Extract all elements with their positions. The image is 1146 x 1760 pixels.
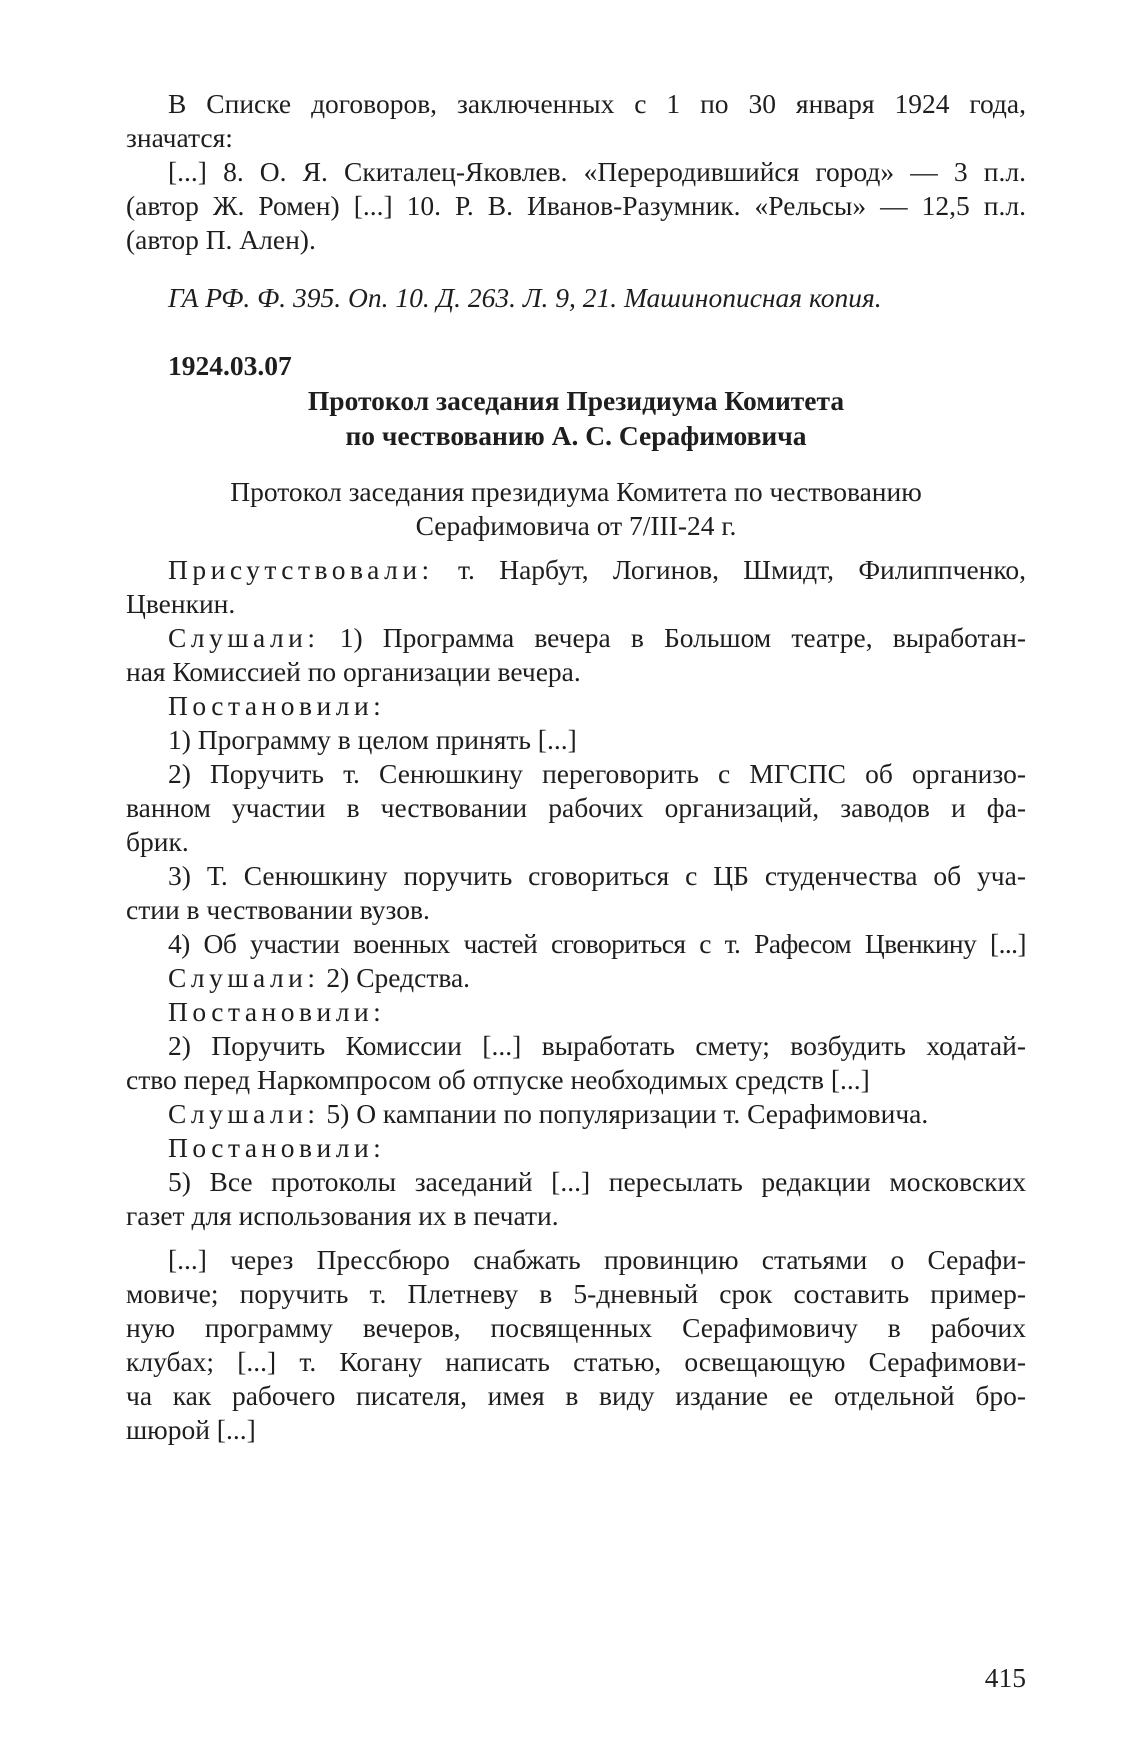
resolution-item-4: 4) Об участии военных частей сговориться с т. Рафесом Цвенкину [...] <box>168 928 1026 959</box>
present-line-1 <box>126 552 1026 588</box>
heard1-label: Слушали: <box>168 622 320 653</box>
resolution-item-3-line-1: 3) Т. Сенюшкину поручить сговориться с ЦБ студенчества об уча- <box>168 860 1026 891</box>
contracts-line-5: (автор П. Ален). <box>126 224 316 255</box>
contracts-line-2: значатся: <box>126 122 233 153</box>
heard2-label: Слушали: <box>168 962 320 993</box>
heard3-line <box>126 1096 1026 1132</box>
heard1-line-2: ная Комиссией по организации вечера. <box>126 656 581 687</box>
resolution-item-2-line-3: брик. <box>126 826 189 857</box>
heading-line-1: Протокол заседания Президиума Комитета <box>307 385 845 416</box>
heading-line-2: по чествованию А. С. Серафимовича <box>345 420 807 451</box>
heard2-line <box>126 960 1026 996</box>
resolution-item-3-line-2: стии в чествовании вузов. <box>126 894 430 925</box>
resolved-label-1: Постановили: <box>168 690 386 721</box>
resolved-label-3: Постановили: <box>168 1132 386 1163</box>
final-line-5: ча как рабочего писателя, имея в виду издание ее отдельной бро- <box>126 1380 1026 1411</box>
contracts-line-3: [...] 8. О. Я. Скиталец-Яковлев. «Переродившийся город» — 3 п.л. <box>168 156 1026 187</box>
page-number: 415 <box>984 1662 1026 1693</box>
present-label: Присутствовали: <box>168 554 434 585</box>
heard3-label: Слушали: <box>168 1098 320 1129</box>
final-line-6: шюрой [...] <box>126 1414 256 1445</box>
heard1-line-1 <box>126 620 1026 656</box>
final-line-1: [...] через Прессбюро снабжать провинцию статьями о Серафи- <box>168 1244 1026 1275</box>
heard2-text: 2) Средства. <box>319 962 471 993</box>
heard1-text: 1) Программа вечера в Большом театре, выработан- <box>319 622 1026 653</box>
contracts-line-4: (автор Ж. Ромен) [...] 10. Р. В. Иванов-Разумник. «Рельсы» — 12,5 п.л. <box>126 190 1026 221</box>
resolved-label-2: Постановили: <box>168 996 386 1027</box>
contracts-line-1: В Списке договоров, заключенных с 1 по 30 января 1924 года, <box>168 88 1026 119</box>
resolution-item-2-line-1: 2) Поручить т. Сенюшкину переговорить с МГСПС об организо- <box>168 758 1026 789</box>
resolution-funds-line-2: ство перед Наркомпросом об отпуске необходимых средств [...] <box>126 1064 870 1095</box>
final-line-3: ную программу вечеров, посвященных Серафимовичу в рабочих <box>126 1312 1026 1343</box>
subtitle-line-1: Протокол заседания президиума Комитета по чествованию <box>230 476 922 507</box>
resolution-item-5-line-1: 5) Все протоколы заседаний [...] пересылать редакции московских <box>168 1166 1026 1197</box>
resolution-item-1: 1) Программу в целом принять [...] <box>168 724 577 755</box>
heard3-text: 5) О кампании по популяризации т. Серафимовича. <box>319 1098 929 1129</box>
present-line-2: Цвенкин. <box>126 588 236 619</box>
final-line-4: клубах; [...] т. Когану написать статью, освещающую Серафимови- <box>126 1346 1026 1377</box>
archive-source: ГА РФ. Ф. 395. Оп. 10. Д. 263. Л. 9, 21. Машинописная копия. <box>168 282 882 313</box>
subtitle-line-2: Серафимовича от 7/III-24 г. <box>415 510 737 541</box>
present-names: т. Нарбут, Логинов, Шмидт, Филиппченко, <box>433 554 1026 585</box>
resolution-funds-line-1: 2) Поручить Комиссии [...] выработать смету; возбудить ходатай- <box>168 1030 1026 1061</box>
resolution-item-5-line-2: газет для использования их в печати. <box>126 1200 559 1231</box>
document-date: 1924.03.07 <box>168 350 292 381</box>
final-line-2: мовиче; поручить т. Плетневу в 5-дневный срок составить пример- <box>126 1278 1026 1309</box>
resolution-item-2-line-2: ванном участии в чествовании рабочих организаций, заводов и фа- <box>126 792 1026 823</box>
